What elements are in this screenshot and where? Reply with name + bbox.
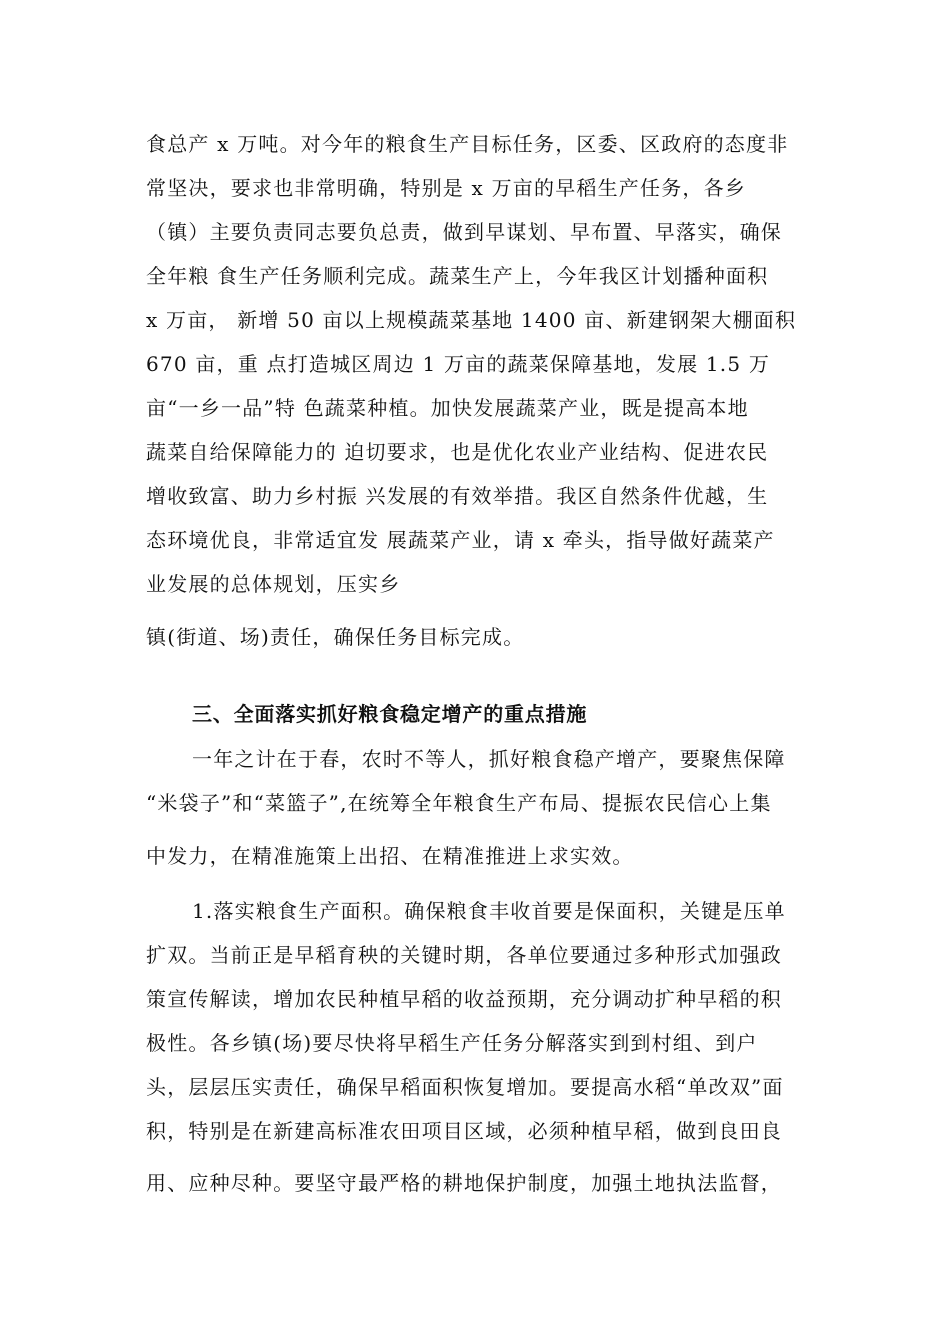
text-line: 极性。各乡镇(场)要尽快将早稻生产任务分解落实到到村组、到户 [146,1031,758,1055]
text-line: （镇）主要负责同志要负总责，做到早谋划、早布置、早落实，确保 [146,220,782,244]
text-line: 食总产 x 万吨。对今年的粮食生产目标任务，区委、区政府的态度非 [146,132,789,156]
text-line: 全年粮 食生产任务顺利完成。蔬菜生产上，今年我区计划播种面积 [146,264,769,288]
text-line: 中发力，在精准施策上出招、在精准推进上求实效。 [146,844,634,868]
paragraph-first-line: 1.落实粮食生产面积。确保粮食丰收首要是保面积，关键是压单 [192,899,786,923]
text-line: 常坚决，要求也非常明确，特别是 x 万亩的早稻生产任务，各乡 [146,176,746,200]
text-line: 策宣传解读，增加农民种植早稻的收益预期，充分调动扩种早稻的积 [146,987,782,1011]
text-line: 积，特别是在新建高标准农田项目区域，必须种植早稻，做到良田良 [146,1119,782,1143]
text-line: 蔬菜自给保障能力的 迫切要求，也是优化农业产业结构、促进农民 [146,440,769,464]
text-line: x 万亩， 新增 50 亩以上规模蔬菜基地 1400 亩、新建钢架大棚面积 [146,308,797,332]
text-line: “米袋子”和“菜篮子”,在统筹全年粮食生产布局、提振农民信心上集 [146,791,772,815]
text-line: 670 亩，重 点打造城区周边 1 万亩的蔬菜保障基地，发展 1.5 万 [146,352,771,376]
text-line: 用、应种尽种。要坚守最严格的耕地保护制度，加强土地执法监督， [146,1171,782,1195]
text-line: 业发展的总体规划，压实乡 [146,572,401,596]
text-line: 增收致富、助力乡村振 兴发展的有效举措。我区自然条件优越，生 [146,484,769,508]
paragraph-first-line: 一年之计在于春，农时不等人，抓好粮食稳产增产，要聚焦保障 [192,747,786,771]
text-line: 态环境优良，非常适宜发 展蔬菜产业，请 x 牵头，指导做好蔬菜产 [146,528,775,552]
section-heading: 三、全面落实抓好粮食稳定增产的重点措施 [192,702,588,726]
text-line: 头，层层压实责任，确保早稻面积恢复增加。要提高水稻“单改双”面 [146,1075,784,1099]
text-line: 扩双。当前正是早稻育秧的关键时期，各单位要通过多种形式加强政 [146,943,782,967]
text-line: 亩“一乡一品”特 色蔬菜种植。加快发展蔬菜产业，既是提高本地 [146,396,749,420]
text-line: 镇(街道、场)责任，确保任务目标完成。 [146,625,525,649]
